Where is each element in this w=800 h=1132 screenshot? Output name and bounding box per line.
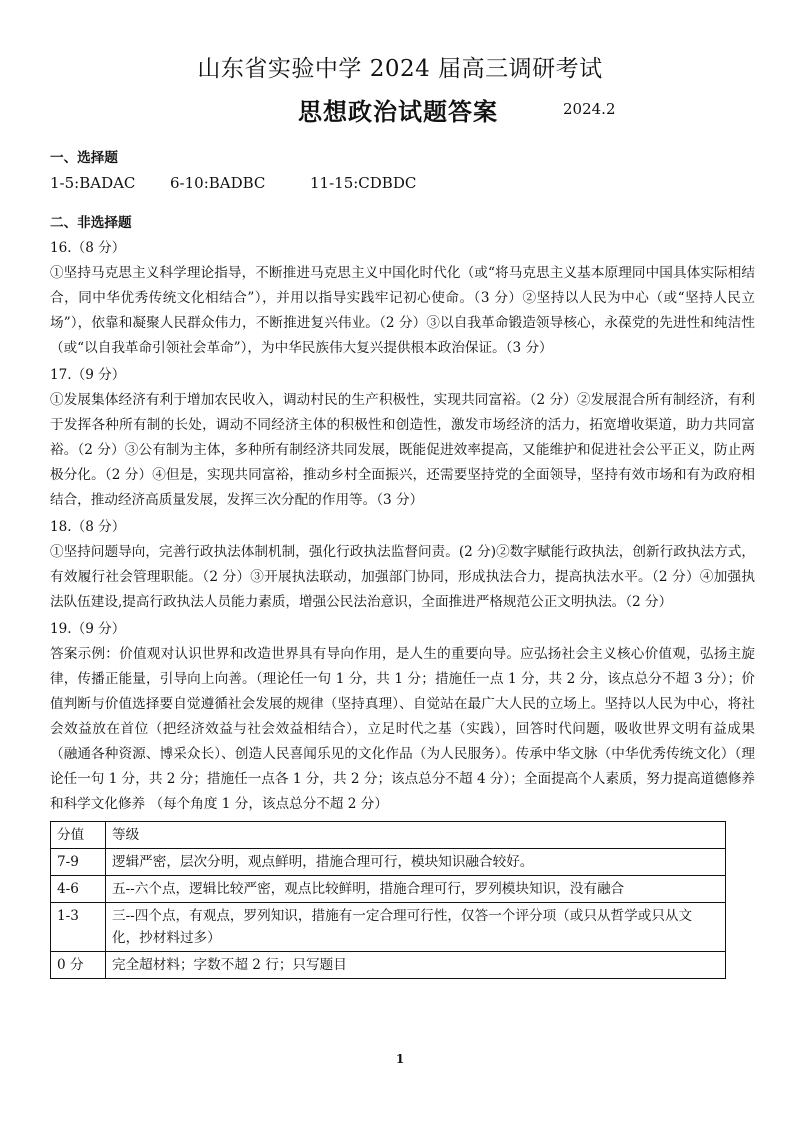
question-label: 16.（8 分） — [50, 240, 126, 256]
section-heading-choice: 一、选择题 — [50, 150, 118, 166]
grading-level-cell: 五--六个点，逻辑比较严密，观点比较鲜明，措施合理可行，罗列模块知识，没有融合 — [106, 876, 726, 903]
grading-table-row — [51, 876, 726, 903]
grading-header-score: 分值 — [51, 822, 106, 849]
question-block — [50, 363, 755, 513]
question-label: 17.（9 分） — [50, 367, 126, 383]
question-block — [50, 617, 755, 817]
grading-level-cell: 逻辑严密，层次分明，观点鲜明，措施合理可行，模块知识融合较好。 — [106, 849, 726, 876]
document-title: 思想政治试题答案 — [298, 97, 498, 126]
grading-table — [50, 821, 726, 979]
question-list — [50, 236, 755, 817]
page-number: 1 — [395, 1052, 405, 1066]
grading-table-body — [51, 849, 726, 979]
grading-level-cell: 完全超材料；字数不超 2 行；只写题目 — [106, 952, 726, 979]
question-answer-text: 答案示例：价值观对认识世界和改造世界具有导向作用，是人生的重要向导。应弘扬社会主义核心价值观，弘扬主旋律，传播正能量，引导向上向善。（理论任一句 1 分，共 1 分；措施任一点 1 分，共 2 分，该点总分不超 3 分）；价值判断与价值选择要自觉遵循社会发展的规律（坚持真理）、自觉站在最广大人民的立场上。坚持以人民为中心，将社会效益放在首位（把经济效益与社会效益相结合），立足时代之基（实践），回答时代问题，吸收世界文明有益成果（融通各种资源、博采众长）、创造人民喜闻乐见的文化作品（为人民服务）。传承中华文脉（中华优秀传统文化）（理论任一句 1 分，共 2 分；措施任一点各 1 分，共 2 分；该点总分不超 4 分）；全面提高个人素质，努力提高道德修养和科学文化修养 （每个角度 1 分，该点总分不超 2 分） — [50, 646, 755, 812]
school-exam-title: 山东省实验中学 2024 届高三调研考试 — [197, 56, 603, 82]
question-answer-text: ①坚持马克思主义科学理论指导，不断推进马克思主义中国化时代化（或“将马克思主义基本原理同中国具体实际相结合，同中华优秀传统文化相结合”），并用以指导实践牢记初心使命。（3 分）②坚持以人民为中心（或“坚持人民立场”），依靠和凝聚人民群众伟力，不断推进复兴伟业。（2 分）③以自我革命锻造领导核心，永葆党的先进性和纯洁性（或“以自我革命引领社会革命”），为中华民族伟大复兴提供根本政治保证。（3 分） — [50, 265, 755, 356]
question-answer-text: ①发展集体经济有利于增加农民收入，调动村民的生产积极性，实现共同富裕。（2 分）②发展混合所有制经济，有利于发挥各种所有制的长处，调动不同经济主体的积极性和创造性，激发市场经济的活力，拓宽增收渠道，助力共同富裕。（2 分）③公有制为主体，多种所有制经济共同发展，既能促进效率提高，又能维护和促进社会公平正义，防止两极分化。（2 分）④但是，实现共同富裕，推动乡村全面振兴，还需要坚持党的全面领导，坚持有效市场和有为政府相结合，推动经济高质量发展，发挥三次分配的作用等。（3 分） — [50, 392, 755, 508]
choice-answer-group: 6-10:BADBC — [170, 174, 266, 192]
grading-table-row — [51, 903, 726, 952]
section-heading-nonchoice: 二、非选择题 — [50, 215, 132, 231]
question-label: 18.（8 分） — [50, 519, 126, 535]
grading-score-cell: 4-6 — [51, 876, 106, 903]
choice-answer-group: 1-5:BADAC — [50, 174, 136, 192]
question-answer-text: ①坚持问题导向，完善行政执法体制机制，强化行政执法监督问责。(2 分)②数字赋能行政执法，创新行政执法方式，有效履行社会管理职能。（2 分）③开展执法联动，加强部门协同，形成执法合力，提高执法水平。（2 分）④加强执法队伍建设,提高行政执法人员能力素质，增强公民法治意识，全面推进严格规范公正文明执法。（2 分） — [50, 544, 755, 610]
grading-level-cell: 三--四个点，有观点，罗列知识，措施有一定合理可行性，仅答一个评分项（或只从哲学或只从文化，抄材料过多） — [106, 903, 726, 952]
grading-table-row — [51, 849, 726, 876]
title-row — [0, 92, 800, 128]
answer-content — [50, 146, 755, 979]
grading-table-row — [51, 952, 726, 979]
grading-score-cell: 1-3 — [51, 903, 106, 952]
choice-answer-group: 11-15:CDBDC — [310, 174, 417, 192]
grading-score-cell: 7-9 — [51, 849, 106, 876]
grading-score-cell: 0 分 — [51, 952, 106, 979]
question-block — [50, 236, 755, 361]
question-label: 19.（9 分） — [50, 621, 126, 637]
document-date: 2024.2 — [563, 100, 616, 118]
question-block — [50, 515, 755, 615]
grading-header-level: 等级 — [106, 822, 726, 849]
choice-answers — [50, 171, 755, 195]
grading-table-header-row — [51, 822, 726, 849]
